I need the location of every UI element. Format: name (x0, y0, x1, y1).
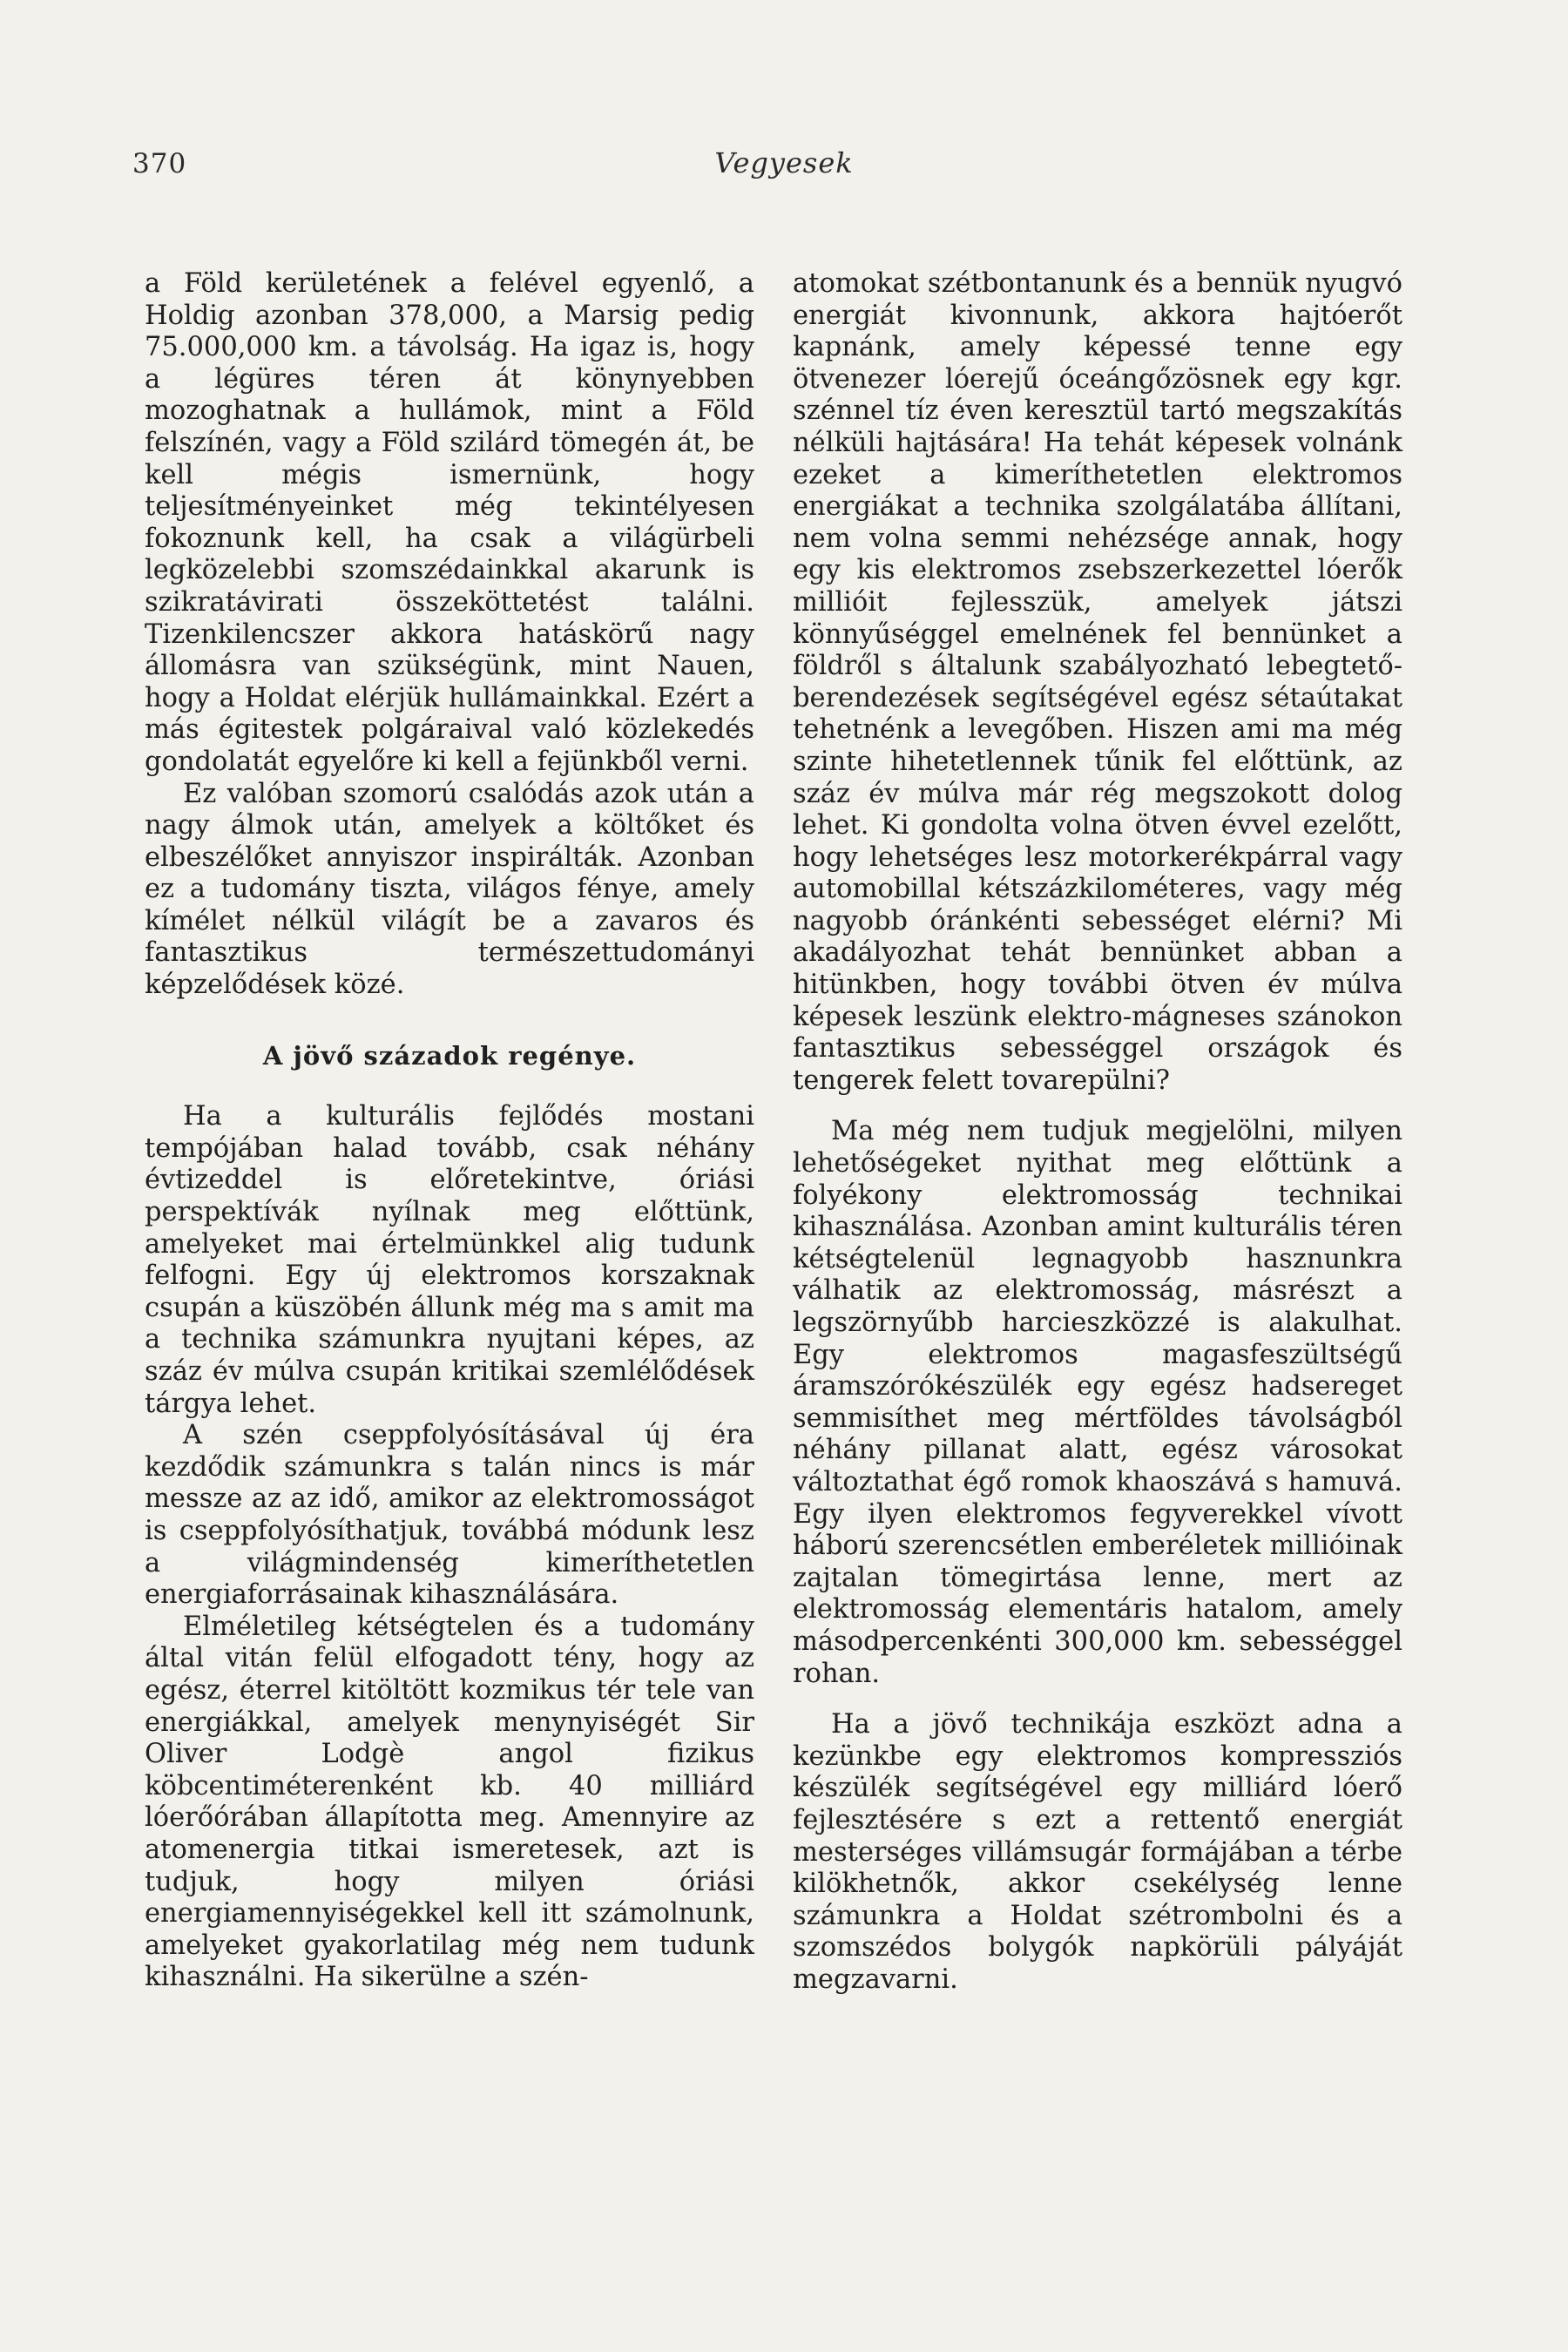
paragraph: atomokat szétbontanunk és a bennük nyugvó energiát kivonnunk, akkora hajtóerőt kapnánk, amely képessé tenne egy ötvenezer lóerejű óceángőzösnek egy kgr. szénnel tíz éven keresztül tartó megszakítás nélküli hajtására! Ha tehát képesek volnánk ezeket a kimeríthetetlen elektromos energiákat a technika szolgálatába állítani, nem volna semmi nehézsége annak, hogy egy kis elektromos zsebszerkezettel lóerők millióit fejlesszük, amelyek játszi könnyűséggel emelnének fel bennünket a földről s általunk szabályozható lebegtető-berendezések segítségével egész sétaútakat tehetnénk a levegőben. Hiszen ami ma még szinte hihetetlennek tűnik fel előttünk, az száz év múlva már rég megszokott dolog lehet. Ki gondolta volna ötven évvel ezelőtt, hogy lehetséges lesz motorkerékpárral vagy automobillal kétszázkilométeres, vagy még nagyobb óránkénti sebességet elérni? Mi akadályozhat tehát bennünket abban a hitünkben, hogy további ötven év múlva képesek leszünk elektro-mágneses szánokon fantasztikus sebességgel országok és tengerek felett tovarepülni? (793, 268, 1402, 1096)
paragraph: Ha a jövő technikája eszközt adna a kezünkbe egy elektromos kompressziós készülék segítségével egy milliárd lóerő fejlesztésére s ezt a rettentő energiát mesterséges villámsugár formájában a térbe kilökhetnők, akkor csekélység lenne számunkra a Holdat szétrombolni és a szomszédos bolygók napkörüli pályáját megzavarni. (793, 1709, 1402, 1995)
paragraph: Elméletileg kétségtelen és a tudomány által vitán felül elfogadott tény, hogy az egész, éterrel kitöltött kozmikus tér tele van energiákkal, amelyek menynyiségét Sir Oliver Lodgè angol fizikus köbcentiméterenként kb. 40 milliárd lóerőórában állapította meg. Amennyire az atomenergia titkai ismeretesek, azt is tudjuk, hogy milyen óriási energiamennyiségekkel kell itt számolnunk, amelyeket gyakorlatilag még nem tudunk kihasználni. Ha sikerülne a szén- (145, 1611, 754, 1993)
page-number: 370 (132, 148, 187, 179)
running-title: Vegyesek (714, 146, 854, 179)
paragraph: Ez valóban szomorú csalódás azok után a nagy álmok után, amelyek a költőket és elbeszélőket annyiszor inspirálták. Azonban ez a tudomány tiszta, világos fénye, amely kímélet nélkül világít be a zavaros és fantasztikus természettudományi képzelődések közé. (145, 778, 754, 1001)
paragraph: a Föld kerületének a felével egyenlő, a Holdig azonban 378,000, a Marsig pedig 75.000,000 km. a távolság. Ha igaz is, hogy a légüres téren át könynyebben mozoghatnak a hullámok, mint a Föld felszínén, vagy a Föld szilárd tömegén át, be kell mégis ismernünk, hogy teljesítményeinket még tekintélyesen fokoznunk kell, ha csak a világürbeli legközelebbi szomszédainkkal akarunk is szikratávirati összeköttetést találni. Tizenkilencszer akkora hatáskörű nagy állomásra van szükségünk, mint Nauen, hogy a Holdat elérjük hullámainkkal. Ezért a más égitestek polgáraival való közlekedés gondolatát egyelőre ki kell a fejünkből verni. (145, 268, 754, 777)
section-heading: A jövő századok regénye. (262, 1040, 637, 1071)
left-column (145, 268, 754, 1994)
paragraph: Ha a kulturális fejlődés mostani tempójában halad tovább, csak néhány évtizeddel is előretekintve, óriási perspektívák nyílnak meg előttünk, amelyeket mai értelmünkkel alig tudunk felfogni. Egy új elektromos korszaknak csupán a küszöbén állunk még ma s amit ma a technika számunkra nyujtani képes, az száz év múlva csupán kritikai szemlélődések tárgya lehet. (145, 1101, 754, 1419)
paragraph: A szén cseppfolyósításával új éra kezdődik számunkra s talán nincs is már messze az az idő, amikor az elektromosságot is cseppfolyósíthatjuk, továbbá módunk lesz a világmindenség kimeríthetetlen energiaforrásainak kihasználására. (145, 1420, 754, 1611)
right-column (793, 268, 1402, 1996)
paragraph: Ma még nem tudjuk megjelölni, milyen lehetőségeket nyithat meg előttünk a folyékony elektromosság technikai kihasználása. Azonban amint kulturális téren kétségtelenül legnagyobb hasznunkra válhatik az elektromosság, másrészt a legszörnyűbb harcieszközzé is alakulhat. Egy elektromos magasfeszültségű áramszórókészülék egy egész hadsereget semmisíthet meg mértföldes távolságból néhány pillanat alatt, egész városokat változtathat égő romok khaoszává s hamuvá. Egy ilyen elektromos fegyverekkel vívott háború szerencsétlen emberéletek millióinak zajtalan tömegirtása lenne, mert az elektromosság elementáris hatalom, amely másodpercenkénti 300,000 km. sebességgel rohan. (793, 1116, 1402, 1689)
